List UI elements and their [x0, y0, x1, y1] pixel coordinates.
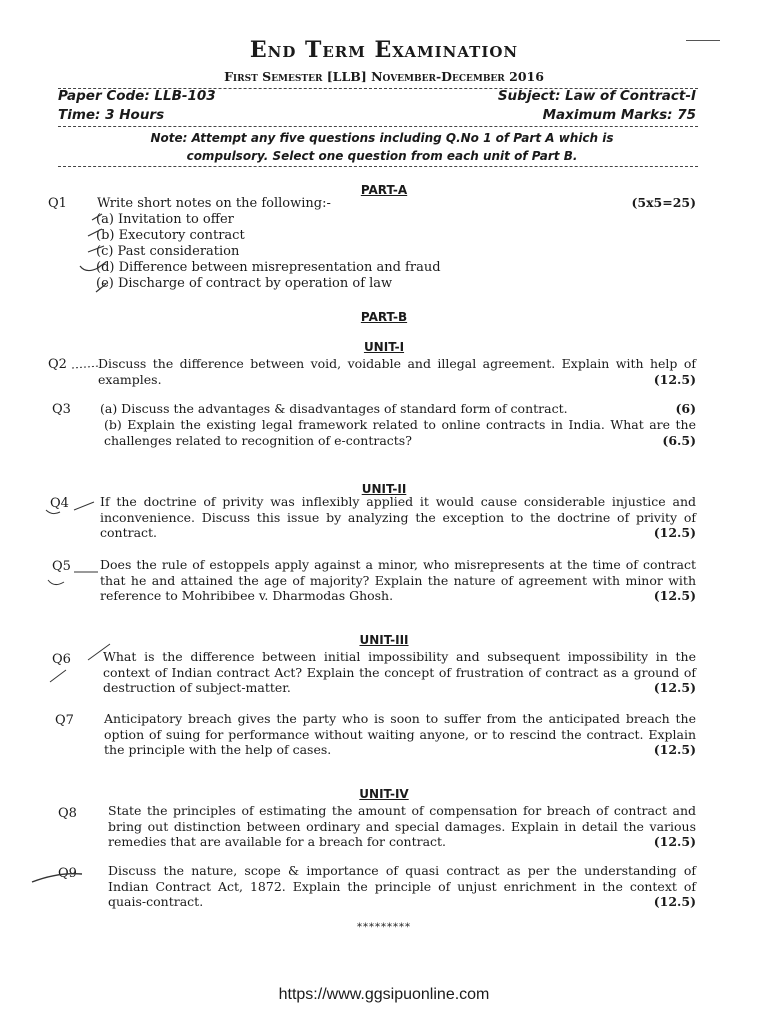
- q2-label: Q2: [48, 357, 67, 372]
- time-allowed: Time: 3 Hours: [58, 107, 165, 123]
- note-line-2: compulsory. Select one question from each unit of Part B.: [186, 149, 578, 163]
- q4-body: If the doctrine of privity was inflexibly applied it would cause considerable injustice and inconvenience. Discuss this issue by analyzing the exception to the doctrine of privity of contract.: [100, 494, 696, 540]
- pen-mark-q5: [44, 566, 104, 590]
- unit-3-heading: UNIT-III: [359, 633, 409, 647]
- q7-marks: (12.5): [653, 742, 696, 757]
- end-marker: *********: [357, 922, 411, 933]
- q1-item-a: (a) Invitation to offer: [96, 212, 234, 227]
- q8-text: [108, 803, 696, 850]
- footer-url[interactable]: https://www.ggsipuonline.com: [278, 986, 490, 1003]
- q1-marks: (5x5=25): [631, 195, 696, 210]
- q9-text: [108, 863, 696, 910]
- unit-2-heading: UNIT-II: [361, 482, 407, 496]
- q6-label: Q6: [52, 652, 71, 667]
- q7-body: Anticipatory breach gives the party who is soon to suffer from the anticipated breach the option of suing for performance without waiting anyone, or to rescind the contract. Explain the principle with the help of cases.: [104, 711, 696, 757]
- note-line-1: Note: Attempt any five questions including Q.No 1 of Part A which is: [150, 131, 614, 145]
- q7-text: [104, 711, 696, 758]
- q7-label: Q7: [55, 713, 74, 728]
- pen-mark-q6: [40, 640, 120, 690]
- q2-body: Discuss the difference between void, voidable and illegal agreement. Explain with help of examples.: [98, 356, 696, 387]
- pen-mark-q9: [28, 864, 88, 888]
- q3-label: Q3: [52, 402, 71, 417]
- subject: Subject: Law of Contract-I: [497, 88, 696, 104]
- q9-body: Discuss the nature, scope & importance of quasi contract as per the understanding of Indian Contract Act, 1872. Explain the principle of unjust enrichment in the context of quais-contract.: [108, 863, 696, 909]
- q1-item-e: (e) Discharge of contract by operation of law: [96, 276, 393, 291]
- q8-label: Q8: [58, 806, 77, 821]
- q6-marks: (12.5): [653, 680, 696, 695]
- pen-marks-q1: [40, 200, 120, 300]
- q2-marks: (12.5): [653, 371, 696, 387]
- part-a-heading: PART-A: [360, 183, 408, 197]
- q3b-body: (b) Explain the existing legal framework related to online contracts in India. What are the challenges related to recognition of e-contracts?: [104, 417, 696, 448]
- q3b-text: [104, 417, 696, 448]
- q9-label: Q9: [58, 866, 77, 881]
- q5-body: Does the rule of estoppels apply against a minor, who misrepresents at the time of contract that he and attained the age of majority? Explain the nature of agreement with minor with reference to Mohribibee v. Dharmodas Ghosh.: [100, 557, 696, 603]
- instructions-note: [92, 129, 672, 165]
- q1-item-c: (c) Past consideration: [96, 244, 240, 259]
- pen-mark-q2: [70, 360, 110, 372]
- q1-label: Q1: [48, 196, 67, 211]
- q3a-marks: (6): [675, 401, 696, 416]
- exam-subtitle: First Semester [LLB] November-December 2016: [224, 69, 544, 84]
- maximum-marks: Maximum Marks: 75: [542, 107, 696, 123]
- q1-item-d: (d) Difference between misrepresentation and fraud: [96, 260, 441, 275]
- q1-intro: Write short notes on the following:-: [97, 196, 331, 211]
- q5-marks: (12.5): [653, 588, 696, 603]
- q4-label: Q4: [50, 496, 69, 511]
- exam-title: End Term Examination: [249, 37, 519, 63]
- header-rule-mid: [58, 126, 698, 127]
- q2-text: [98, 356, 696, 387]
- q5-label: Q5: [52, 559, 71, 574]
- q9-marks: (12.5): [653, 894, 696, 909]
- q8-body: State the principles of estimating the amount of compensation for breach of contract and bring out distinction between ordinary and special damages. Explain in detail the various remedies that are available for a breach for contract.: [108, 803, 696, 849]
- header-rule-bottom: [58, 166, 698, 167]
- paper-code: Paper Code: LLB-103: [58, 88, 216, 104]
- pen-mark-q4: [40, 494, 100, 520]
- q4-text: [100, 494, 696, 541]
- unit-4-heading: UNIT-IV: [359, 787, 409, 801]
- unit-1-heading: UNIT-I: [363, 340, 405, 354]
- q6-body: What is the difference between initial impossibility and subsequent impossibility in the context of Indian contract Act? Explain the concept of frustration of contract as a ground of destruction of subject-matter.: [103, 649, 696, 695]
- part-b-heading: PART-B: [360, 310, 408, 324]
- q3a-text: (a) Discuss the advantages & disadvantages of standard form of contract.: [100, 401, 568, 416]
- q3b-marks: (6.5): [662, 432, 696, 448]
- q8-marks: (12.5): [653, 834, 696, 849]
- q5-text: [100, 557, 696, 604]
- q6-text: [103, 649, 696, 696]
- q4-marks: (12.5): [653, 525, 696, 540]
- q1-item-b: (b) Executory contract: [96, 228, 245, 243]
